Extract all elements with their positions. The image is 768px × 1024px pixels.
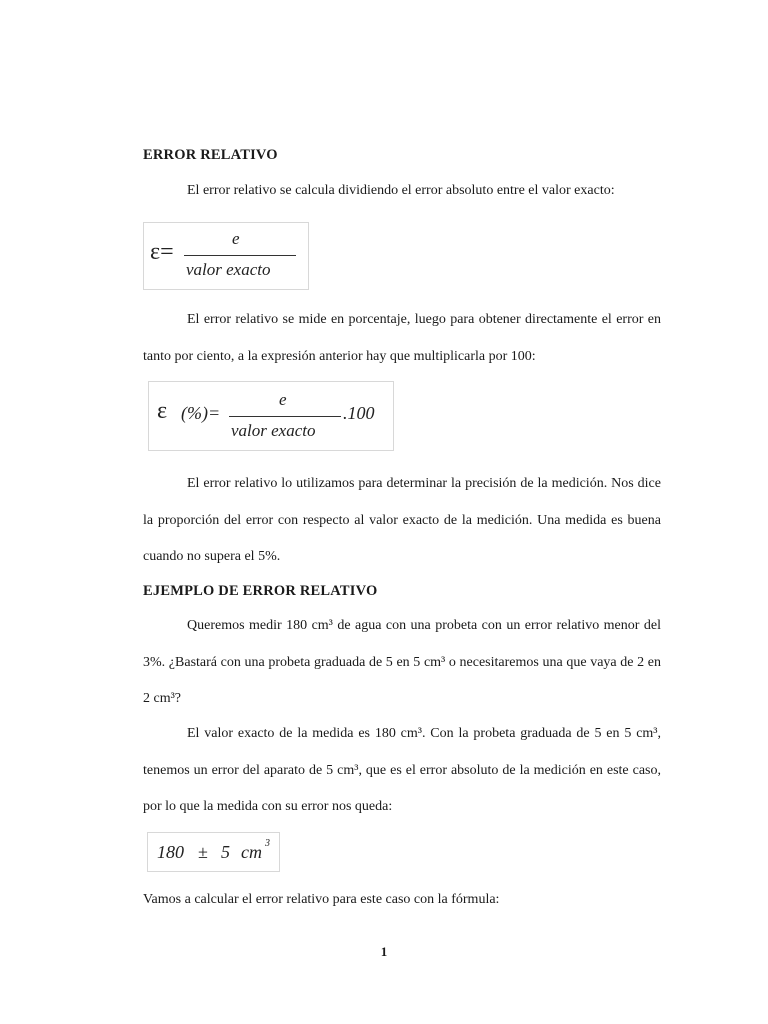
formula3-exponent: 3 xyxy=(265,838,270,849)
formula1-symbol: ε= xyxy=(150,239,174,265)
formula3-unit: cm xyxy=(241,842,262,862)
formula2-numerator: e xyxy=(279,390,287,409)
formula3-error: 5 xyxy=(221,842,230,862)
formula2-symbol: ε xyxy=(157,398,168,424)
formula1-numerator: e xyxy=(232,229,240,248)
percentage-text: El error relativo se mide en porcentaje, luego para obtener directamente el error en tanto por ciento, a la expresión anterior hay que multiplicarla por 100: xyxy=(143,312,661,364)
precision-paragraph xyxy=(143,466,661,576)
formula2-multiplier: .100 xyxy=(343,403,375,423)
heading-error-relativo: ERROR RELATIVO xyxy=(143,147,278,163)
intro-paragraph xyxy=(143,173,661,210)
page-number: 1 xyxy=(380,944,388,959)
formula3-value: 180 xyxy=(157,842,184,862)
precision-text: El error relativo lo utilizamos para determinar la precisión de la medición. Nos dice la proporción del error con respecto al valor exacto de la medición. Una medida es buena cuando no supera el 5%. xyxy=(143,476,661,564)
percentage-paragraph xyxy=(143,302,661,375)
formula2-fraction-line xyxy=(229,416,341,417)
intro-text: El error relativo se calcula dividiendo el error absoluto entre el valor exacto: xyxy=(187,183,615,198)
formula-relative-error xyxy=(143,222,309,290)
formula3-plus-minus: ± xyxy=(198,842,208,862)
formula1-denominator: valor exacto xyxy=(186,260,271,279)
formula2-percent: (%)= xyxy=(181,403,221,423)
formula2-denominator: valor exacto xyxy=(231,421,316,440)
example-text: Queremos medir 180 cm³ de agua con una probeta con un error relativo menor del 3%. ¿Bastará con una probeta graduada de 5 en 5 cm³ o necesitaremos una que vaya de 2 en 2 cm³? xyxy=(143,618,661,706)
closing-sentence: Vamos a calcular el error relativo para este caso con la fórmula: xyxy=(143,892,500,907)
formula-relative-error-percent xyxy=(148,381,394,451)
formula-measure-with-error xyxy=(147,832,280,872)
example-paragraph xyxy=(143,608,661,718)
formula1-fraction-line xyxy=(184,255,296,256)
heading-ejemplo: EJEMPLO DE ERROR RELATIVO xyxy=(143,583,378,599)
exact-value-paragraph xyxy=(143,716,661,826)
exact-value-text: El valor exacto de la medida es 180 cm³. Con la probeta graduada de 5 en 5 cm³, tenemos un error del aparato de 5 cm³, que es el error absoluto de la medición en este caso, por lo que la medida con su error nos queda: xyxy=(143,726,661,814)
